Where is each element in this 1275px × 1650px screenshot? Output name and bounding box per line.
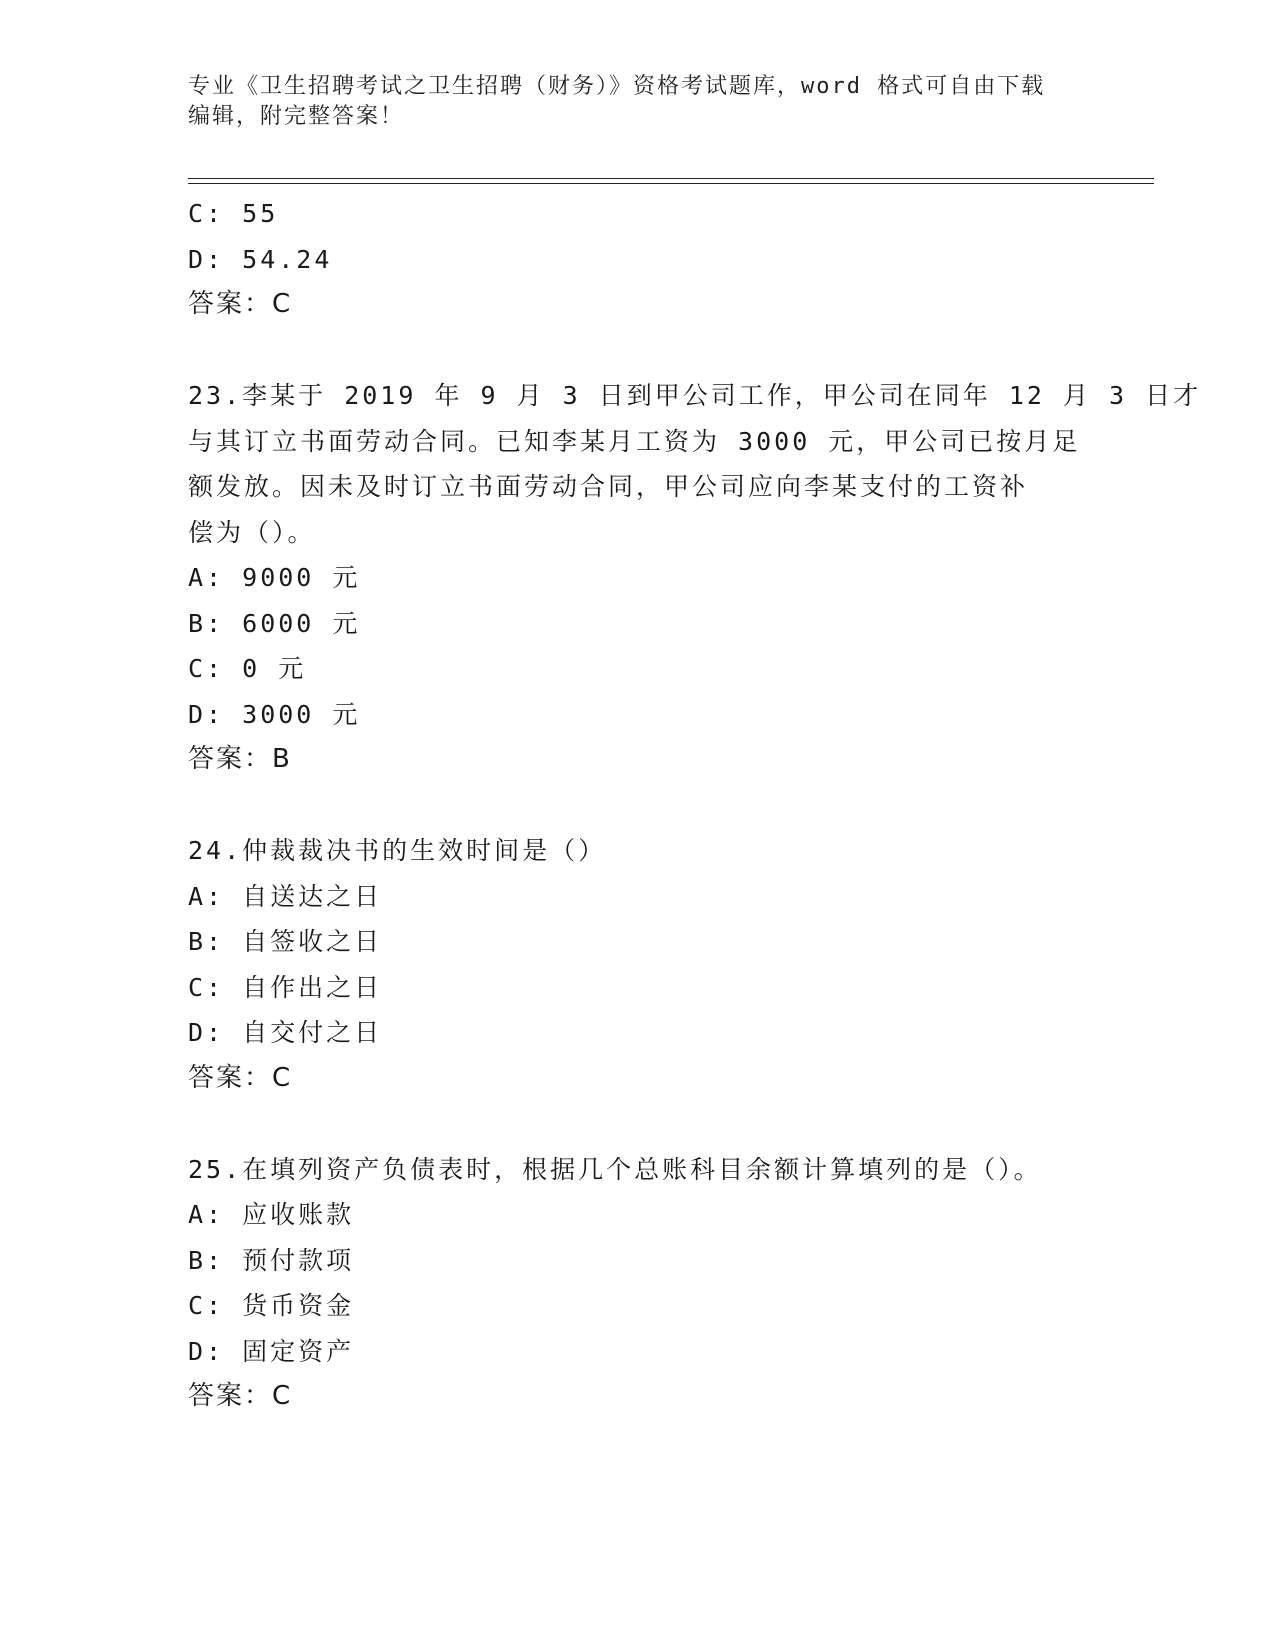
document-header [188,72,1088,132]
question-stem: 24.仲裁裁决书的生效时间是（） [188,836,607,865]
question-25 [188,1147,1088,1420]
question-list [188,191,1202,1420]
option-d: D: 固定资产 [188,1336,355,1366]
option-d: D: 自交付之日 [188,1018,383,1047]
answer-line: 答案：C [188,289,293,319]
option-b: B: 预付款项 [188,1245,355,1275]
option-c: C: 自作出之日 [188,972,383,1002]
option-c: C: 0 元 [188,654,307,683]
option-d: D: 54.24 [188,244,333,274]
option-d: D: 3000 元 [188,699,361,729]
option-a: A: 应收账款 [188,1200,355,1229]
header-divider-top [188,178,1154,179]
answer-line: 答案：B [188,744,292,774]
spacer [188,783,1088,829]
option-c: C: 货币资金 [188,1291,355,1320]
question-stem-line: 与其订立书面劳动合同。已知李某月工资为 3000 元，甲公司已按月足 [188,426,1081,456]
question-stem: 25.在填列资产负债表时，根据几个总账科目余额计算填列的是（）。 [188,1154,1042,1184]
option-c: C: 55 [188,199,279,228]
header-line-1: 专业《卫生招聘考试之卫生招聘（财务）》资格考试题库，word 格式可自由下载 [188,74,1046,99]
option-b: B: 6000 元 [188,608,361,638]
option-a: A: 9000 元 [188,563,361,592]
question-22-tail [188,191,1088,328]
option-b: B: 自签收之日 [188,927,383,956]
question-stem-line: 额发放。因未及时订立书面劳动合同，甲公司应向李某支付的工资补 [188,472,1029,501]
answer-line: 答案：C [188,1381,293,1411]
question-23 [188,373,1202,783]
answer-line: 答案：C [188,1062,293,1093]
question-stem-line: 偿为（）。 [188,517,316,547]
question-24 [188,828,1088,1101]
header-line-2: 编辑，附完整答案！ [188,104,405,129]
header-divider-bottom [188,183,1154,184]
question-stem-line: 23.李某于 2019 年 9 月 3 日到甲公司工作，甲公司在同年 12 月 3 日才 [188,381,1202,410]
option-a: A: 自送达之日 [188,881,383,911]
spacer [188,1101,1088,1147]
spacer [188,328,1088,374]
